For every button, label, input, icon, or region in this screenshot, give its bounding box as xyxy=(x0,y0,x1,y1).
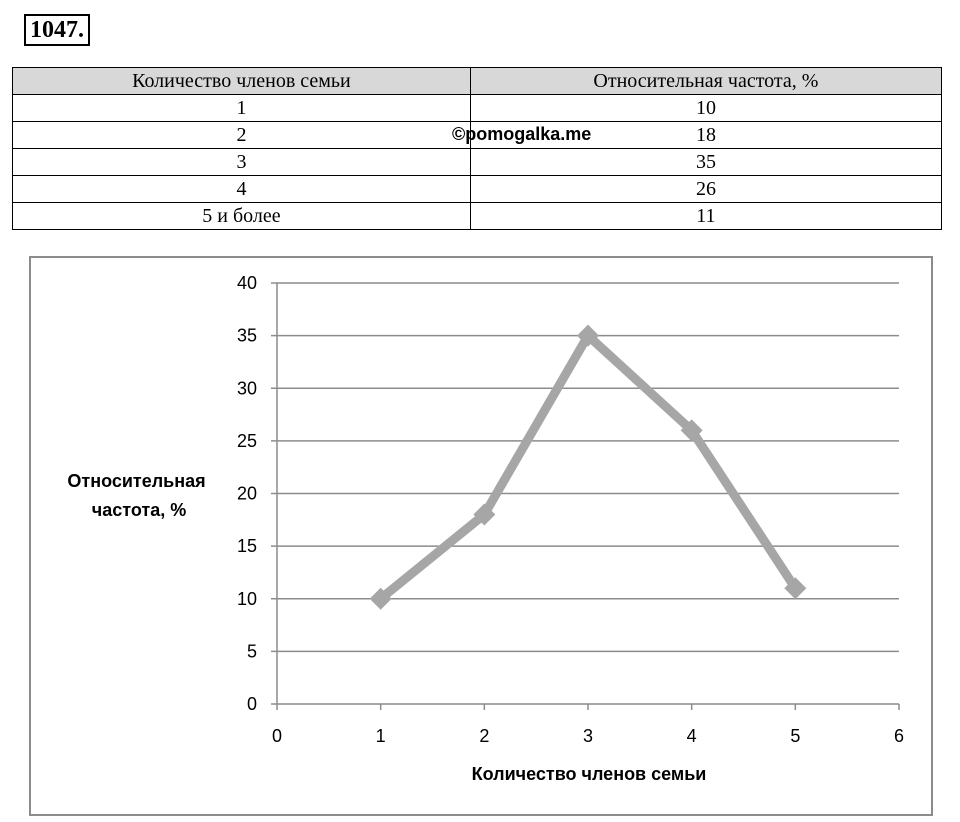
table-row xyxy=(13,95,942,122)
x-tick-label: 0 xyxy=(271,726,283,746)
table-cell: 18 xyxy=(470,122,941,149)
y-axis-title-line: Относительная xyxy=(67,471,206,491)
table-cell: 26 xyxy=(470,176,941,203)
x-tick-label: 4 xyxy=(686,726,697,746)
table-cell: 35 xyxy=(470,149,941,176)
x-axis-title: Количество членов семьи xyxy=(471,764,707,784)
frequency-table xyxy=(12,67,942,230)
x-tick-label: 2 xyxy=(479,726,490,746)
table-cell: 11 xyxy=(470,203,941,230)
table-cell: 10 xyxy=(470,95,941,122)
column-header-relative-frequency: Относительная частота, % xyxy=(470,68,941,95)
data-series xyxy=(370,325,807,610)
chart-frame xyxy=(29,256,933,816)
table-cell: 5 и более xyxy=(13,203,471,230)
tick-labels xyxy=(237,273,904,746)
table-row xyxy=(13,203,942,230)
y-tick-label: 25 xyxy=(236,430,257,451)
table-header-row xyxy=(13,68,942,95)
y-tick-label: 5 xyxy=(246,641,257,662)
x-tick-label: 3 xyxy=(582,726,594,746)
y-tick-label: 40 xyxy=(236,273,257,293)
x-tick-label: 5 xyxy=(790,726,801,746)
column-header-family-size: Количество членов семьи xyxy=(13,68,471,95)
line-chart xyxy=(31,258,931,814)
watermark: ©pomogalka.me xyxy=(452,124,592,144)
table-cell: 4 xyxy=(13,176,471,203)
x-tick-label: 6 xyxy=(893,726,905,746)
y-tick-label: 15 xyxy=(236,536,257,557)
y-tick-label: 10 xyxy=(236,588,257,609)
y-tick-label: 35 xyxy=(236,325,257,346)
table-cell: 3 xyxy=(13,149,471,176)
table-cell: 1 xyxy=(13,95,471,122)
table-row xyxy=(13,176,942,203)
y-tick-label: 30 xyxy=(236,378,257,399)
table-row xyxy=(13,149,942,176)
table-cell: 2 xyxy=(13,122,471,149)
series-line xyxy=(381,336,796,599)
x-tick-label: 1 xyxy=(375,726,386,746)
y-axis-title xyxy=(67,471,210,520)
y-tick-label: 0 xyxy=(246,694,257,714)
problem-number: 1047. xyxy=(24,14,90,46)
y-tick-label: 20 xyxy=(236,483,257,504)
y-axis-title-line: частота, % xyxy=(91,500,187,520)
